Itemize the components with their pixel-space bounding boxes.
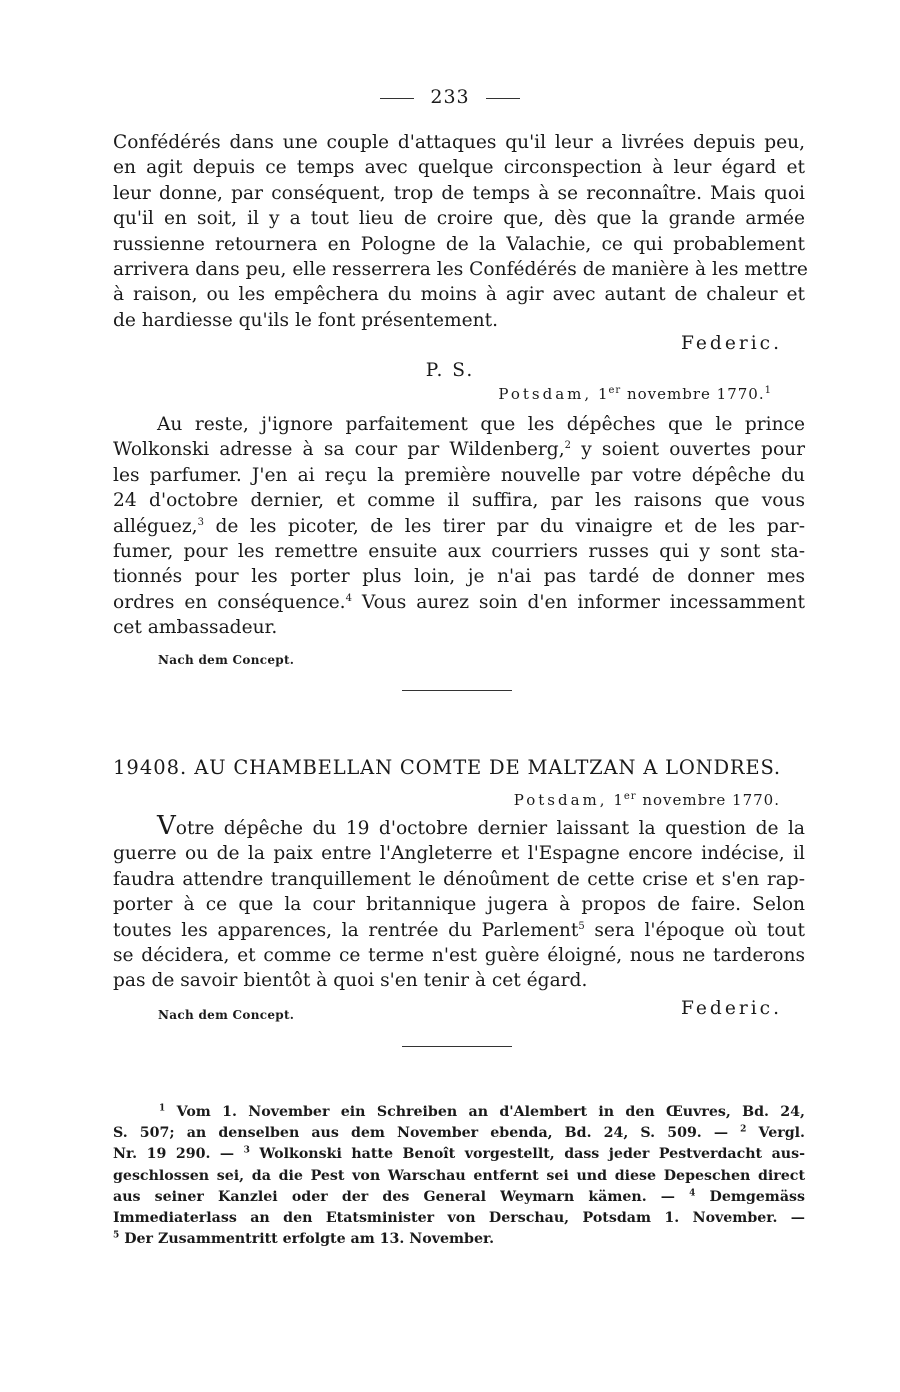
footnote-ref[interactable]: 3 (197, 516, 204, 528)
text-segment: Wolkonski adresse à sa cour par Wildenberg, (113, 439, 565, 461)
footnote-ref[interactable]: 1 (764, 385, 772, 396)
letter1-body (113, 130, 808, 333)
text-line: tionnés pour les porter plus loin, je n'ai pas tardé de donner mes (113, 566, 805, 588)
footnote-ref[interactable]: 4 (345, 592, 352, 604)
text-line: 24 d'octobre dernier, et comme il suffira, par les raisons que vous (113, 490, 805, 512)
letter-number: 19408. (113, 756, 188, 779)
text-line: cet ambassadeur. (113, 617, 278, 639)
page-number (0, 86, 900, 108)
letter2-paragraph (113, 811, 805, 994)
text-segment: sera l'époque où tout (594, 919, 805, 941)
footnote-ref[interactable]: 5 (578, 920, 585, 932)
text-line: Confédérés dans une couple d'attaques qu'il leur a livrées depuis peu, (113, 132, 805, 153)
text-line: Immediaterlass an den Etatsminister von Derschau, Potsdam 1. November. — (113, 1210, 805, 1227)
postscript-source-note: Nach dem Concept. (158, 653, 295, 667)
dateline-place: Potsdam, (498, 385, 593, 403)
text-line: arrivera dans peu, elle resserrera les Confédérés de manière à les mettre (113, 259, 808, 281)
letter1-signature: Federic. (681, 333, 782, 354)
text-line (113, 811, 805, 841)
text-line (113, 1123, 805, 1144)
footnote-ref[interactable]: 2 (564, 440, 571, 452)
letter2-source-note: Nach dem Concept. (158, 1008, 295, 1022)
dateline-place: Potsdam, (513, 791, 608, 809)
footnote-mark: 4 (689, 1188, 696, 1199)
text-segment: Der Zusammentritt erfolgte am 13. November. (124, 1231, 495, 1248)
text-line (113, 590, 805, 615)
footnote-mark: 1 (159, 1103, 166, 1114)
dateline-rest: novembre 1770. (626, 385, 765, 403)
letter2-heading (113, 756, 805, 779)
text-line (113, 514, 805, 539)
text-line: de hardiesse qu'ils le font présentement. (113, 309, 499, 331)
footnote-mark: 5 (113, 1230, 120, 1241)
footnote-mark: 2 (740, 1124, 747, 1135)
text-line: russienne retournera en Pologne de la Valachie, ce qui probablement (113, 233, 805, 255)
text-line: se décidera, et comme ce terme n'est guère éloigné, nous ne tarderons (113, 945, 805, 967)
text-segment: S. 507; an denselben aus dem November ebenda, Bd. 24, S. 509. — (113, 1125, 729, 1142)
text-line: porter à ce que la cour britannique jugera à propos de faire. Selon (113, 894, 805, 916)
dateline-rest: novembre 1770. (642, 791, 780, 809)
text-segment: Vous aurez soin d'en informer incessamment (361, 591, 805, 613)
text-segment: Demgemäss (709, 1188, 805, 1205)
letter2-body (113, 811, 805, 994)
dateline-day: 1 (613, 791, 624, 809)
page-number-dash-left (380, 98, 414, 99)
text-line: pas de savoir bientôt à quoi s'en tenir à cet égard. (113, 970, 588, 992)
text-line: faudra attendre tranquillement le dénoûment de cette crise et s'en rap- (113, 868, 805, 890)
section-divider (402, 690, 512, 691)
text-line: qu'il en soit, il y a tout lieu de croire que, dès que la grande armée (113, 208, 805, 230)
text-segment: aus seiner Kanzlei oder der des General Weymarn kämen. — (113, 1188, 675, 1205)
text-line: guerre ou de la paix entre l'Angleterre et l'Espagne encore indécise, il (113, 843, 805, 865)
dateline-ordinal: er (608, 385, 622, 396)
text-line: fumer, pour les remettre ensuite aux courriers russes qui y sont sta- (113, 541, 805, 563)
letter-title: AU CHAMBELLAN COMTE DE MALTZAN A LONDRES. (194, 756, 781, 779)
drop-cap: V (157, 811, 176, 841)
text-segment: y soient ouvertes pour (581, 439, 805, 461)
text-segment: de les picoter, de les tirer par du vinaigre et de les par- (215, 515, 805, 537)
text-segment: Nr. 19 290. — (113, 1146, 235, 1163)
text-line (113, 437, 805, 462)
footnotes (113, 1102, 805, 1250)
text-segment: alléguez, (113, 515, 198, 537)
text-line (113, 1144, 805, 1165)
text-segment: Vom 1. November ein Schreiben an d'Alembert in den Œuvres, Bd. 24, (176, 1104, 805, 1120)
page-number-text: 233 (430, 86, 470, 108)
dateline-day: 1 (597, 385, 609, 403)
page-number-dash-right (486, 98, 520, 99)
text-line: en agit depuis ce temps avec quelque circonspection à leur égard et (113, 157, 805, 179)
text-line (113, 1102, 805, 1123)
postscript-body (113, 412, 805, 641)
text-line: à raison, ou les empêchera du moins à agir avec autant de chaleur et (113, 284, 805, 306)
dateline-ordinal: er (623, 791, 637, 802)
footnote-mark: 3 (243, 1145, 250, 1156)
text-line (113, 918, 805, 943)
letter2-dateline (514, 791, 780, 809)
postscript-dateline (498, 385, 772, 403)
text-line: leur donne, par conséquent, trop de temps à se reconnaître. Mais quoi (113, 182, 805, 204)
postscript-heading: P. S. (425, 360, 475, 381)
section-divider (402, 1046, 512, 1047)
text-line (113, 1229, 805, 1250)
text-line: geschlossen sei, da die Pest von Warschau entfernt sei und diese Depeschen direct (113, 1167, 805, 1184)
text-line: les parfumer. J'en ai reçu la première nouvelle par votre dépêche du (113, 464, 805, 486)
letter2-signature: Federic. (681, 998, 782, 1019)
text-line: Au reste, j'ignore parfaitement que les dépêches que le prince (157, 414, 805, 435)
text-segment: Vergl. (758, 1125, 805, 1142)
postscript-paragraph (113, 412, 805, 641)
text-line (113, 1187, 805, 1208)
text-segment: otre dépêche du 19 d'octobre dernier laissant la question de la (175, 818, 805, 839)
letter1-paragraph (113, 130, 808, 333)
footnote-text (113, 1102, 805, 1250)
text-segment: toutes les apparences, la rentrée du Parlement (113, 919, 579, 941)
text-segment: ordres en conséquence. (113, 591, 346, 613)
text-segment: Wolkonski hatte Benoît vorgestellt, dass jeder Pestverdacht aus- (259, 1146, 805, 1163)
